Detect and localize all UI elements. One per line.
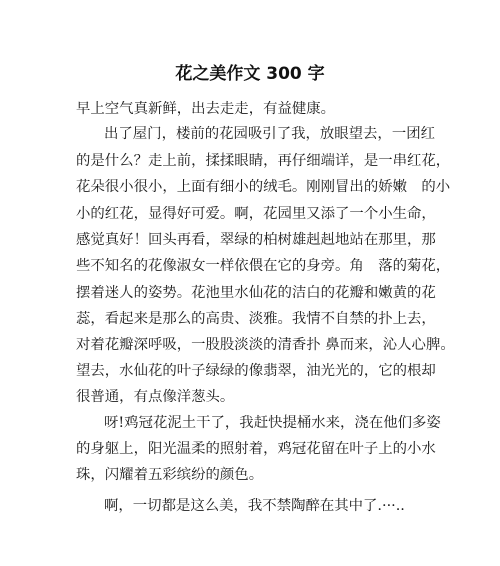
text-line: 小的红花，显得好可爱。啊，花园里又添了一个小生命， bbox=[76, 206, 436, 222]
text-line: 的身躯上，阳光温柔的照射着，鸡冠花留在叶子上的小水 bbox=[76, 441, 436, 457]
text-line: 蕊，看起来是那么的高贵、淡雅。我情不自禁的扑上去， bbox=[76, 311, 436, 327]
text-line: 感觉真好！回头再看，翠绿的柏树雄赳赳地站在那里，那 bbox=[76, 232, 436, 248]
text-line: 珠，闪耀着五彩缤纷的颜色。 bbox=[76, 467, 264, 483]
text-line: 的是什么？走上前，揉揉眼睛，再仔细端详，是一串红花， bbox=[76, 153, 451, 169]
text-line: 很普通，有点像洋葱头。 bbox=[76, 389, 235, 405]
text-line: 对着花瓣深呼吸，一股股淡淡的清香扑 鼻而来，沁人心脾。 bbox=[76, 337, 455, 353]
text-line: 出了屋门，楼前的花园吸引了我，放眼望去，一团红 bbox=[104, 126, 435, 142]
text-line: 花朵很小很小，上面有细小的绒毛。刚刚冒出的娇嫩 的小 bbox=[76, 179, 451, 195]
document-title: 花之美作文 300 字 bbox=[175, 64, 325, 84]
text-line: 呀!鸡冠花泥土干了，我赶快提桶水来，浇在他们多姿 bbox=[104, 415, 441, 431]
text-line: 望去，水仙花的叶子绿绿的像翡翠，油光光的，它的根却 bbox=[76, 363, 436, 379]
text-line: 啊，一切都是这么美，我不禁陶醉在其中了.···.. bbox=[104, 498, 405, 514]
text-line: 摆着迷人的姿势。花池里水仙花的洁白的花瓣和嫩黄的花 bbox=[76, 285, 436, 301]
text-line: 些不知名的花像淑女一样依偎在它的身旁。角 落的菊花， bbox=[76, 258, 451, 274]
text-line: 早上空气真新鲜，出去走走，有益健康。 bbox=[76, 101, 336, 117]
